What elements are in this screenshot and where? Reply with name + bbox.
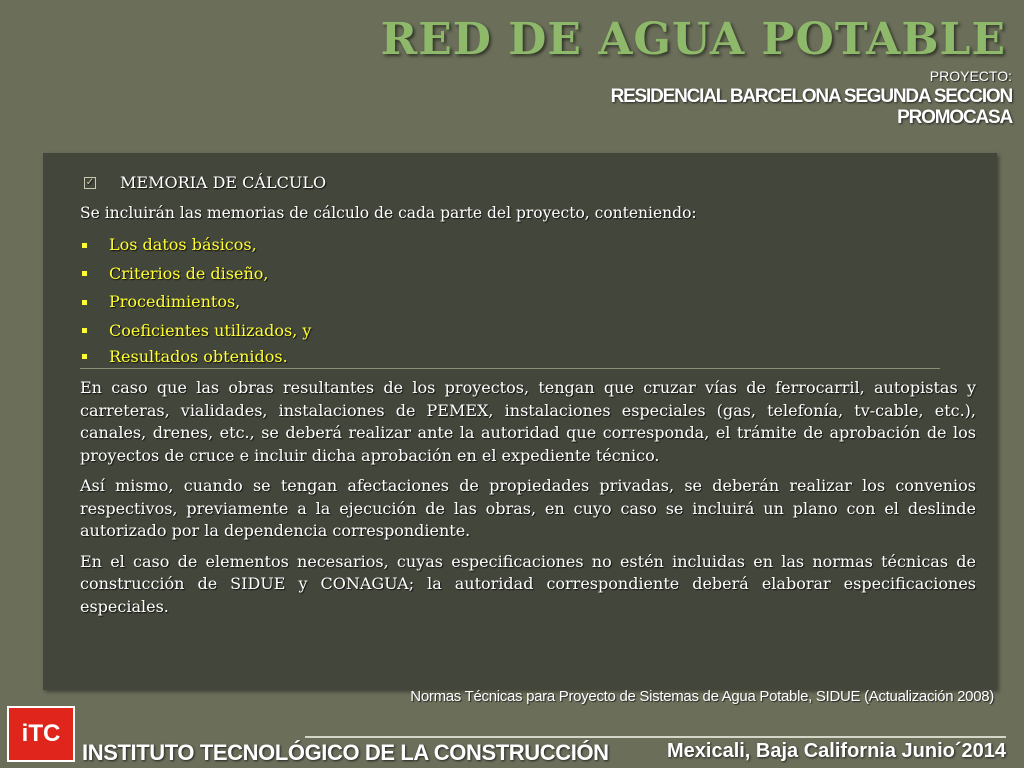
slide-title: RED DE AGUA POTABLE [380, 14, 1006, 65]
list-item [80, 231, 976, 260]
source-citation: Normas Técnicas para Proyecto de Sistemas de Agua Potable, SIDUE (Actualización 2008) [410, 688, 994, 705]
list-item-text: Los datos básicos, [109, 235, 257, 255]
content-body [80, 172, 976, 626]
paragraph-special-specs: En el caso de elementos necesarios, cuyas especificaciones no estén incluidas en las normas técnicas de construcción de SIDUE y CONAGUA; la autoridad correspondiente deberá elaborar especificaciones especiales. [80, 551, 976, 616]
list-item-text: Procedimientos, [109, 292, 241, 312]
footer-divider [305, 736, 1006, 738]
project-name [611, 86, 1012, 128]
project-name-line-1: RESIDENCIAL BARCELONA SEGUNDA SECCION [610, 86, 1012, 107]
paragraph-private-property: Así mismo, cuando se tengan afectaciones de propiedades privadas, se deberán realizar los convenios respectivos, previamente a la ejecución de las obras, en cuyo caso se incluirá un plano con el deslinde autorizado por la dependencia correspondiente. [80, 476, 976, 540]
list-item-text: Resultados obtenidos. [109, 346, 288, 366]
paragraph-crossings: En caso que las obras resultantes de los proyectos, tengan que cruzar vías de ferrocarril, autopistas y carreteras, vialidades, instalaciones de PEMEX, instalaciones especiales (gas, telefonía, tv-cable, etc.), canales, drenes, etc., se deberá realizar ante la autoridad que corresponda, el trámite de aprobación de los proyectos de cruce e incluir dicha aprobación en el expediente técnico. [80, 378, 976, 465]
bullet-list [80, 231, 976, 369]
project-label: PROYECTO: [929, 68, 1012, 84]
list-item-text: Coeficientes utilizados, y [109, 320, 312, 340]
logo-text: iTC [21, 720, 61, 747]
square-bullet-icon [82, 354, 87, 359]
list-item-text: Criterios de diseño, [109, 263, 269, 283]
institute-name: INSTITUTO TECNOLÓGICO DE LA CONSTRUCCIÓN [82, 740, 609, 765]
list-item [80, 345, 940, 369]
itc-logo [7, 706, 75, 762]
location-date: Mexicali, Baja California Junio´2014 [666, 740, 1006, 762]
checkbox-checked-icon: ✓ [85, 177, 95, 188]
square-bullet-icon [82, 328, 87, 333]
list-item [80, 260, 976, 289]
section-heading [80, 172, 976, 194]
section-heading-text: MEMORIA DE CÁLCULO [120, 173, 327, 192]
list-item [80, 317, 976, 346]
project-name-line-2: PROMOCASA [897, 107, 1012, 128]
square-bullet-icon [82, 243, 87, 248]
square-bullet-icon [82, 300, 87, 305]
intro-text: Se incluirán las memorias de cálculo de cada parte del proyecto, conteniendo: [80, 204, 697, 222]
square-bullet-icon [82, 271, 87, 276]
list-item [80, 288, 976, 317]
